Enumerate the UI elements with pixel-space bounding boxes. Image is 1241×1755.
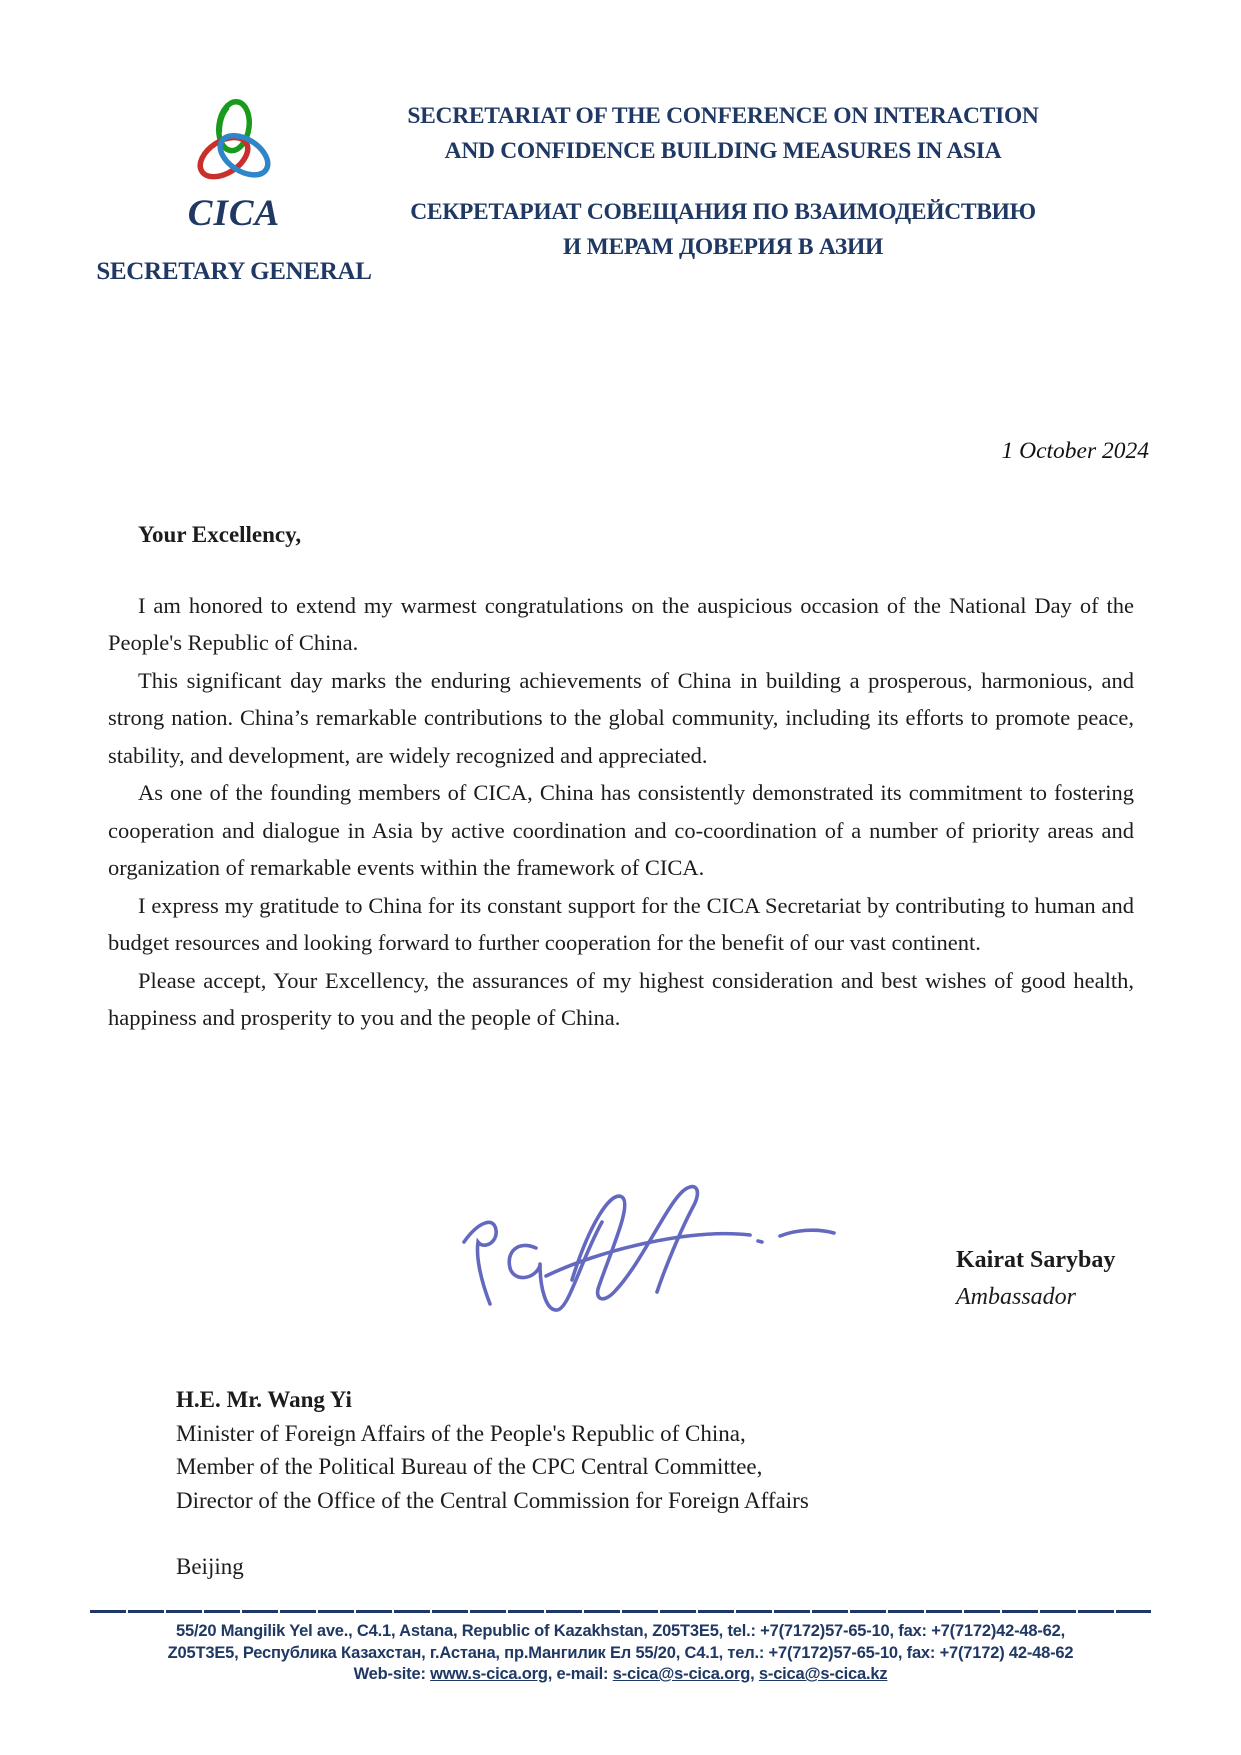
letter-date: 1 October 2024 — [1001, 438, 1149, 464]
org-title-en-line2: AND CONFIDENCE BUILDING MEASURES IN ASIA — [444, 138, 1002, 164]
cica-wordmark: CICA — [187, 193, 281, 234]
email-label: , e-mail: — [547, 1665, 613, 1683]
body-paragraph: As one of the founding members of CICA, China has consistently demonstrated its commitment to fostering cooperation and dialogue in Asia by active coordination and co-coordination of a number of priority areas and organization of remarkable events within the framework of CICA. — [108, 780, 1134, 880]
org-title-english — [385, 99, 1061, 169]
body-paragraph: This significant day marks the enduring achievements of China in building a prosperous, harmonious, and strong nation. China’s remarkable contributions to the global community, including its efforts to promote peace, stability, and development, are widely recognized and appreciated. — [108, 667, 1134, 768]
org-title-ru-line1: СЕКРЕТАРИАТ СОВЕЩАНИЯ ПО ВЗАИМОДЕЙСТВИЮ — [410, 199, 1036, 225]
recipient-block — [176, 1383, 809, 1584]
signoff-block — [956, 1242, 1115, 1316]
org-title-russian — [385, 195, 1061, 265]
footer-contacts — [50, 1664, 1191, 1686]
handwritten-signature-icon — [450, 1178, 850, 1323]
website-label: Web-site: — [353, 1665, 431, 1683]
footer-block — [50, 1621, 1191, 1686]
org-title-ru-line2: И МЕРАМ ДОВЕРИЯ В АЗИИ — [563, 234, 883, 260]
body-paragraph: Please accept, Your Excellency, the assurances of my highest consideration and best wishes of good health, happiness and prosperity to you and the people of China. — [108, 967, 1134, 1030]
secretary-general-label: SECRETARY GENERAL — [96, 258, 372, 285]
recipient-city: Beijing — [176, 1554, 244, 1579]
website-link[interactable]: www.s-cica.org — [430, 1665, 548, 1683]
recipient-role-line: Minister of Foreign Affairs of the People's Republic of China, — [176, 1420, 746, 1446]
org-title-en-line1: SECRETARIAT OF THE CONFERENCE ON INTERACTION — [407, 103, 1039, 129]
letter-body — [108, 516, 1134, 1037]
email-separator: , — [750, 1665, 759, 1683]
signer-name: Kairat Sarybay — [956, 1247, 1116, 1273]
footer-address-ru: Z05T3E5, Республика Казахстан, г.Астана, пр.Мангилик Ел 55/20, C4.1, тел.: +7(7172)57-65-10, fax: +7(7172) 42-48-62 — [167, 1643, 1074, 1662]
footer-divider — [90, 1610, 1151, 1613]
recipient-name: H.E. Mr. Wang Yi — [176, 1387, 352, 1412]
org-title-block — [385, 99, 1061, 265]
logo-block — [86, 98, 382, 285]
body-paragraph: I express my gratitude to China for its constant support for the CICA Secretariat by contributing to human and budget resources and looking forward to further cooperation for the benefit of our vast continent. — [108, 892, 1134, 955]
signature-strokes — [464, 1187, 834, 1310]
email-link-kz[interactable]: s-cica@s-cica.kz — [758, 1665, 888, 1683]
footer-address-en: 55/20 Mangilik Yel ave., C4.1, Astana, Republic of Kazakhstan, Z05T3E5, tel.: +7(7172)57-65-10, fax: +7(7172)42-48-62, — [176, 1622, 1065, 1640]
recipient-role-line: Director of the Office of the Central Commission for Foreign Affairs — [176, 1487, 809, 1513]
email-link-org[interactable]: s-cica@s-cica.org — [612, 1665, 751, 1683]
body-paragraph: I am honored to extend my warmest congratulations on the auspicious occasion of the National Day of the People's Republic of China. — [108, 592, 1134, 655]
signer-title: Ambassador — [956, 1284, 1077, 1310]
recipient-role-line: Member of the Political Bureau of the CPC Central Committee, — [176, 1454, 763, 1479]
salutation: Your Excellency, — [138, 522, 302, 547]
cica-trefoil-logo-icon — [188, 98, 280, 198]
